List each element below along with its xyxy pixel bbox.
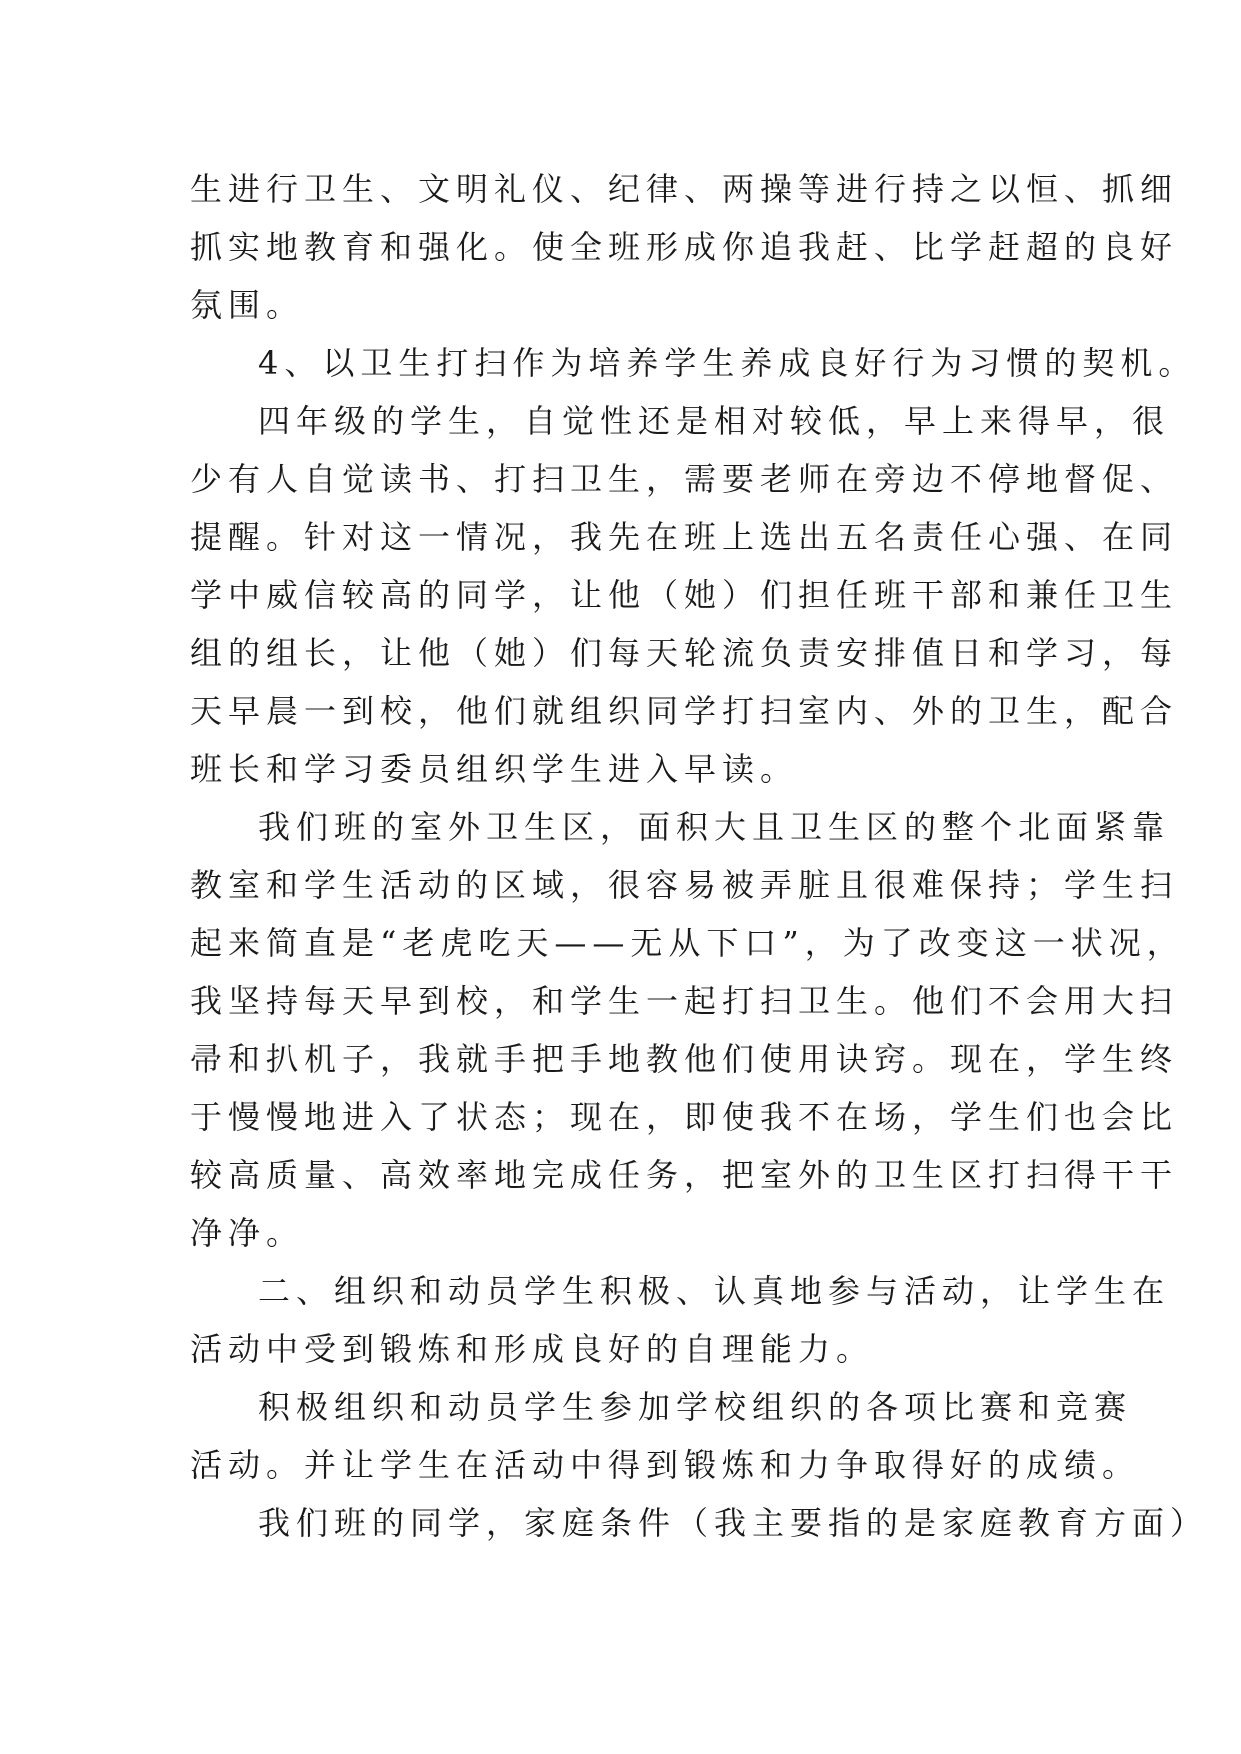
text-line: 4、以卫生打扫作为培养学生养成良好行为习惯的契机。	[258, 344, 1197, 382]
paragraph	[190, 392, 1179, 798]
text-line: 净净。	[190, 1214, 305, 1252]
paragraph	[190, 798, 1185, 1262]
text-line: 班长和学习委员组织学生进入早读。	[190, 750, 799, 788]
text-line: 组的组长，让他（她）们每天轮流负责安排值日和学习，每	[190, 634, 1179, 672]
text-line: 活动。并让学生在活动中得到锻炼和力争取得好的成绩。	[190, 1446, 1141, 1484]
paragraph	[190, 1262, 1171, 1378]
text-line: 积极组织和动员学生参加学校组织的各项比赛和竞赛	[258, 1388, 1133, 1426]
text-line: 氛围。	[190, 286, 305, 324]
text-line: 四年级的学生，自觉性还是相对较低，早上来得早，很	[258, 402, 1171, 440]
paragraph	[190, 334, 1197, 392]
text-line: 天早晨一到校，他们就组织同学打扫室内、外的卫生，配合	[190, 692, 1179, 730]
text-line: 起来简直是“老虎吃天——无从下口”，为了改变这一状况，	[190, 924, 1185, 962]
paragraph	[190, 160, 1179, 334]
text-line: 较高质量、高效率地完成任务，把室外的卫生区打扫得干干	[190, 1156, 1179, 1194]
text-line: 学中威信较高的同学，让他（她）们担任班干部和兼任卫生	[190, 576, 1179, 614]
document-page	[190, 160, 1209, 1552]
paragraph	[190, 1378, 1141, 1494]
text-line: 教室和学生活动的区域，很容易被弄脏且很难保持；学生扫	[190, 866, 1179, 904]
text-line: 生进行卫生、文明礼仪、纪律、两操等进行持之以恒、抓细	[190, 170, 1179, 208]
paragraph	[190, 1494, 1209, 1552]
text-line: 我们班的室外卫生区，面积大且卫生区的整个北面紧靠	[258, 808, 1171, 846]
text-line: 我坚持每天早到校，和学生一起打扫卫生。他们不会用大扫	[190, 982, 1179, 1020]
text-line: 抓实地教育和强化。使全班形成你追我赶、比学赶超的良好	[190, 228, 1179, 266]
text-line: 提醒。针对这一情况，我先在班上选出五名责任心强、在同	[190, 518, 1179, 556]
text-line: 少有人自觉读书、打扫卫生，需要老师在旁边不停地督促、	[190, 460, 1179, 498]
text-line: 我们班的同学，家庭条件（我主要指的是家庭教育方面）	[258, 1504, 1209, 1542]
text-line: 帚和扒机子，我就手把手地教他们使用诀窍。现在，学生终	[190, 1040, 1179, 1078]
text-line: 二、组织和动员学生积极、认真地参与活动，让学生在	[258, 1272, 1171, 1310]
text-line: 于慢慢地进入了状态；现在，即使我不在场，学生们也会比	[190, 1098, 1179, 1136]
text-line: 活动中受到锻炼和形成良好的自理能力。	[190, 1330, 875, 1368]
